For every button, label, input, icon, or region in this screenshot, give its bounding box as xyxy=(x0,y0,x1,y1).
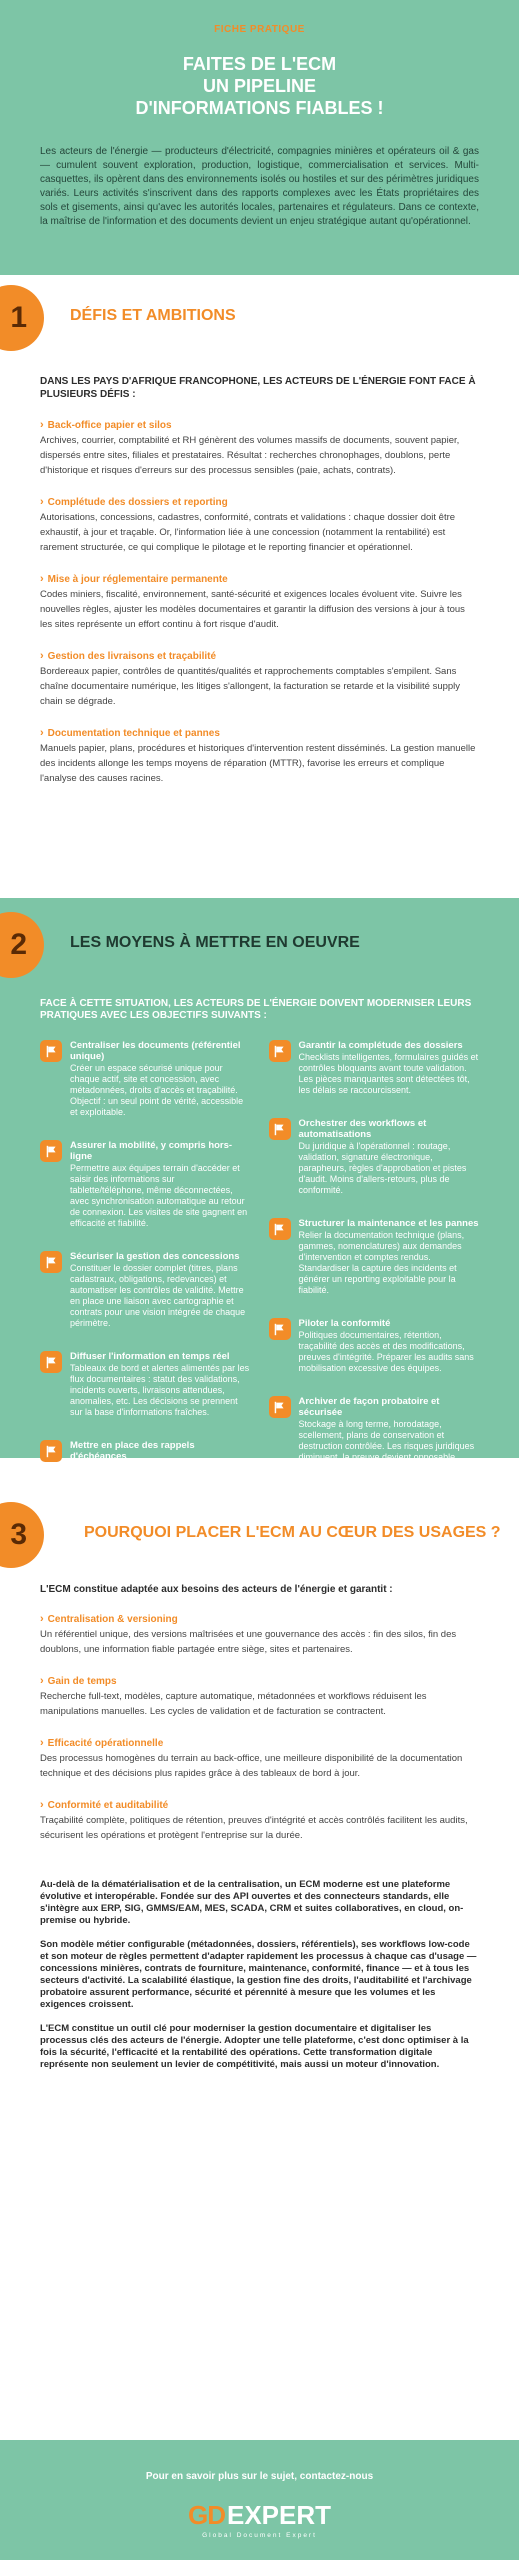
goals-grid xyxy=(40,1040,479,1529)
hero-section xyxy=(0,0,519,275)
section-means xyxy=(0,898,519,1506)
flag-icon xyxy=(269,1396,291,1418)
section-header xyxy=(0,1502,519,1568)
section-number-badge xyxy=(0,1502,44,1568)
logo-gd: GD xyxy=(187,2500,225,2530)
goal-item xyxy=(40,1040,251,1118)
hero-title-line: FAITES DE L'ECM xyxy=(182,54,337,74)
chevron-right-icon: › xyxy=(40,1799,44,1811)
goal-title: Piloter la conformité xyxy=(298,1318,391,1329)
goal-item xyxy=(269,1118,480,1196)
benefit-title: Efficacité opérationnelle xyxy=(47,1737,164,1749)
closing-paragraph: Son modèle métier configurable (métadonnées, dossiers, référentiels), ses workflows low-code et son moteur de règles permettent d'adapter rapidement les processus à chaque cas d'usage — concessions minières, contrats de fourniture, maintenance, conformité, finance — et à tous les secteurs d'activité. La scalabilité élastique, la gestion fine des droits, l'auditabilité et l'archivage probatoire assurent performance, sécurité et pérennité à mesure que les volumes et les exigences croissent. xyxy=(40,1939,477,2010)
section-title: LES MOYENS À METTRE EN OEUVRE xyxy=(70,934,360,951)
benefit-text: Recherche full-text, modèles, capture automatique, métadonnées et workflows réduisent les manipulations manuelles. Les cycles de validation et de facturation se contractent. xyxy=(40,1691,427,1717)
section-header xyxy=(0,912,519,978)
benefit-item xyxy=(40,1799,479,1843)
section-title: POURQUOI PLACER L'ECM AU CŒUR DES USAGES ? xyxy=(84,1524,501,1541)
goal-text: Checklists intelligentes, formulaires guidés et contrôles bloquants avant toute validation. Les pièces manquantes sont détectées tôt, les délais se raccourcissent. xyxy=(298,1052,479,1095)
footer xyxy=(0,2440,519,2560)
goal-text: Stockage à long terme, horodatage, scellement, plans de conservation et destruction contrôlée. Les risques juridiques diminuent, la preuve devient opposable. xyxy=(298,1419,475,1462)
logo-tagline: Global Document Expert xyxy=(202,2532,317,2539)
section-lead: L'ECM constitue adaptée aux besoins des acteurs de l'énergie et garantit : xyxy=(40,1584,393,1595)
flag-icon xyxy=(40,1440,62,1462)
goal-item xyxy=(40,1251,251,1329)
chevron-right-icon: › xyxy=(40,1675,44,1687)
goal-title: Sécuriser la gestion des concessions xyxy=(70,1251,240,1262)
challenge-title: Complétude des dossiers et reporting xyxy=(47,496,228,508)
challenge-text: Archives, courrier, comptabilité et RH génèrent des volumes massifs de documents, souvent papier, dispersés entre sites, filiales et prestataires. Résultat : recherches chronophages, doublons, perte d'historique et risques d'erreurs sur des processus sensibles (paie, achats, contrats). xyxy=(40,435,460,476)
section-number: 2 xyxy=(10,928,27,961)
goal-title: Centraliser les documents (référentiel unique) xyxy=(70,1040,241,1062)
goal-item xyxy=(269,1318,480,1374)
goal-text: Automatiser alertes et relances pour permis, paiements, audits, contrôles réglementaires ou visites techniques, avec preuves d'envoi et journal d'activité. xyxy=(70,1463,247,1506)
goal-item xyxy=(40,1140,251,1229)
challenge-title: Documentation technique et pannes xyxy=(47,727,220,739)
goals-column-right xyxy=(269,1040,480,1529)
flag-icon xyxy=(269,1218,291,1240)
challenge-text: Bordereaux papier, contrôles de quantités/qualités et rapprochements comptables s'empilent. Sans chaîne documentaire numérique, les litiges s'allongent, la facturation se retarde et la visibilité supply chain se dégrade. xyxy=(40,666,461,707)
section-challenges xyxy=(0,275,519,898)
goals-column-left xyxy=(40,1040,251,1529)
challenge-text: Manuels papier, plans, procédures et historiques d'intervention restent disséminés. La gestion manuelle des incidents allonge les temps moyens de réparation (MTTR), favorise les erreurs et complique l'analyse des causes racines. xyxy=(40,743,476,784)
challenge-text: Codes miniers, fiscalité, environnement, santé-sécurité et exigences locales évoluent vite. Suivre les nouvelles règles, ajuster les modèles documentaires et garantir la diffusion des versions à jour à tous les sites représente un effort continu à fort risque d'audit. xyxy=(40,589,465,630)
benefit-item xyxy=(40,1613,479,1657)
goal-text: Constituer le dossier complet (titres, plans cadastraux, obligations, redevances) et automatiser les contrôles de validité. Mettre en place une liaison avec cartographie et contrats pour une vision intégrée de chaque périmètre. xyxy=(70,1263,246,1328)
section-lead: DANS LES PAYS D'AFRIQUE FRANCOPHONE, LES ACTEURS DE L'ÉNERGIE FONT FACE À PLUSIEURS DÉFIS : xyxy=(40,376,476,400)
section-title: DÉFIS ET AMBITIONS xyxy=(70,307,236,324)
benefit-title: Centralisation & versioning xyxy=(47,1613,178,1625)
hero-title-line: D'INFORMATIONS FIABLES ! xyxy=(135,98,384,118)
hero-title-line: UN PIPELINE xyxy=(202,76,317,96)
goal-item xyxy=(269,1396,480,1463)
flag-icon xyxy=(40,1140,62,1162)
section-header xyxy=(0,285,519,351)
flag-icon xyxy=(40,1040,62,1062)
challenge-item xyxy=(40,419,479,478)
benefit-text: Des processus homogènes du terrain au back-office, une meilleure disponibilité de la documentation technique et des décisions plus rapides grâce à des tableaux de bord à jour. xyxy=(40,1753,463,1779)
goal-title: Orchestrer des workflows et automatisations xyxy=(298,1118,427,1140)
hero-intro: Les acteurs de l'énergie — producteurs d'électricité, compagnies minières et opérateurs oil & gas — cumulent souvent exploration, production, logistique, commercialisation et services. Multi-casquettes, ils opèrent dans des environnements isolés ou hostiles et sur des périmètres juridiques variés. Leurs activités s'inscrivent dans des rapports complexes avec les États propriétaires des sols et gisements, ainsi qu'avec les autorités locales, partenaires et régulateurs. Dans ce contexte, la maîtrise de l'information et des documents devient un enjeu stratégique autant qu'opérationnel. xyxy=(40,146,479,227)
section-why-ecm xyxy=(0,1458,519,2218)
closing-paragraph: Au-delà de la dématérialisation et de la centralisation, un ECM moderne est une plateforme évolutive et interopérable. Fondée sur des API ouvertes et des connecteurs standards, elle s'intègre aux ERP, SIG, GMMS/EAM, MES, SCADA, CRM et suites collaboratives, en cloud, on-premise ou hybride. xyxy=(40,1879,464,1926)
benefit-title: Conformité et auditabilité xyxy=(47,1799,169,1811)
logo-wrapper xyxy=(0,2484,519,2539)
goal-text: Du juridique à l'opérationnel : routage, validation, signature électronique, parapheurs, règles d'approbation et pistes d'audit. Moins d'allers-retours, plus de conformité. xyxy=(298,1141,467,1195)
section-number-badge xyxy=(0,285,44,351)
hero-title xyxy=(40,53,479,119)
goal-title: Diffuser l'information en temps réel xyxy=(70,1351,230,1362)
benefit-text: Traçabilité complète, politiques de rétention, preuves d'intégrité et accès contrôlés facilitent les audits, sécurisent les opérations et protègent l'entreprise sur la durée. xyxy=(40,1815,468,1841)
goal-title: Garantir la complétude des dossiers xyxy=(298,1040,463,1051)
gd-expert-logo[interactable] xyxy=(188,2500,331,2539)
challenge-text: Autorisations, concessions, cadastres, conformité, contrats et validations : chaque dossier doit être exhaustif, à jour et traçable. Or, l'information liée à une concession (notamment la rentabilité) est rarement structurée, ce qui complique le pilotage et le reporting financier et opérationnel. xyxy=(40,512,456,553)
chevron-right-icon: › xyxy=(40,573,44,585)
hero-tag: FICHE PRATIQUE xyxy=(214,24,305,35)
closing-paragraph: L'ECM constitue un outil clé pour moderniser la gestion documentaire et digitaliser les processus clés des acteurs de l'énergie. Adopter une telle plateforme, c'est donc optimiser à la fois la sécurité, l'efficacité et la rentabilité des opérations. Cette transformation digitale représente non seulement un levier de compétitivité, mais aussi un moteur d'innovation. xyxy=(40,2023,469,2070)
section-lead: FACE À CETTE SITUATION, LES ACTEURS DE L'ÉNERGIE DOIVENT MODERNISER LEURS PRATIQUES AVEC LES OBJECTIFS SUIVANTS : xyxy=(40,998,472,1021)
flag-icon xyxy=(269,1118,291,1140)
goal-title: Assurer la mobilité, y compris hors-ligne xyxy=(70,1140,233,1162)
flag-icon xyxy=(269,1040,291,1062)
goal-item xyxy=(269,1040,480,1096)
challenge-title: Gestion des livraisons et traçabilité xyxy=(47,650,217,662)
flag-icon xyxy=(40,1251,62,1273)
chevron-right-icon: › xyxy=(40,727,44,739)
challenge-item xyxy=(40,573,479,632)
chevron-right-icon: › xyxy=(40,650,44,662)
challenge-item xyxy=(40,727,479,786)
section-number: 3 xyxy=(10,1518,27,1551)
flag-icon xyxy=(269,1318,291,1340)
goal-title: Structurer la maintenance et les pannes xyxy=(298,1218,479,1229)
challenge-item xyxy=(40,650,479,709)
chevron-right-icon: › xyxy=(40,419,44,431)
logo-expert: EXPERT xyxy=(226,2500,332,2530)
goal-text: Tableaux de bord et alertes alimentés par les flux documentaires : statut des validations, incidents ouverts, livraisons attendues, anomalies, etc. Les décisions se prennent sur la base d'informations fraîches. xyxy=(70,1363,250,1417)
benefit-item xyxy=(40,1675,479,1719)
chevron-right-icon: › xyxy=(40,1613,44,1625)
closing-text xyxy=(40,1879,479,2071)
challenge-item xyxy=(40,496,479,555)
challenge-title: Mise à jour réglementaire permanente xyxy=(47,573,228,585)
contact-link[interactable]: Pour en savoir plus sur le sujet, contactez-nous xyxy=(145,2471,374,2482)
benefit-title: Gain de temps xyxy=(47,1675,117,1687)
goal-item xyxy=(40,1440,251,1507)
chevron-right-icon: › xyxy=(40,496,44,508)
goal-item xyxy=(40,1351,251,1418)
goal-title: Archiver de façon probatoire et sécurisée xyxy=(298,1396,440,1418)
goal-text: Relier la documentation technique (plans, gammes, nomenclatures) aux demandes d'intervention et comptes rendus. Standardiser la capture des incidents et générer un reporting exploitable pour la fiabilité. xyxy=(298,1230,465,1295)
goal-text: Politiques documentaires, rétention, traçabilité des accès et des modifications, preuves d'intégrité. Préparer les audits sans mobilisation excessive des équipes. xyxy=(298,1330,474,1373)
goal-text: Créer un espace sécurisé unique pour chaque actif, site et concession, avec métadonnées, droits d'accès et traçabilité. Objectif : un seul point de vérité, accessible et exploitable. xyxy=(70,1063,244,1117)
benefit-item xyxy=(40,1737,479,1781)
chevron-right-icon: › xyxy=(40,1737,44,1749)
section-number-badge xyxy=(0,912,44,978)
section-number: 1 xyxy=(10,301,27,334)
goal-item xyxy=(269,1218,480,1296)
challenge-title: Back-office papier et silos xyxy=(47,419,172,431)
goal-title: Mettre en place des rappels d'échéances xyxy=(70,1440,195,1462)
goal-text: Permettre aux équipes terrain d'accéder et saisir des informations sur tablette/téléphone, même déconnectées, avec synchronisation automatique au retour de connexion. Les visites de site gagnent en efficacité et fiabilité. xyxy=(70,1163,248,1228)
flag-icon xyxy=(40,1351,62,1373)
benefit-text: Un référentiel unique, des versions maîtrisées et une gouvernance des accès : fin des silos, fin des doublons, une information fiable partagée entre siège, sites et partenaires. xyxy=(40,1629,457,1655)
